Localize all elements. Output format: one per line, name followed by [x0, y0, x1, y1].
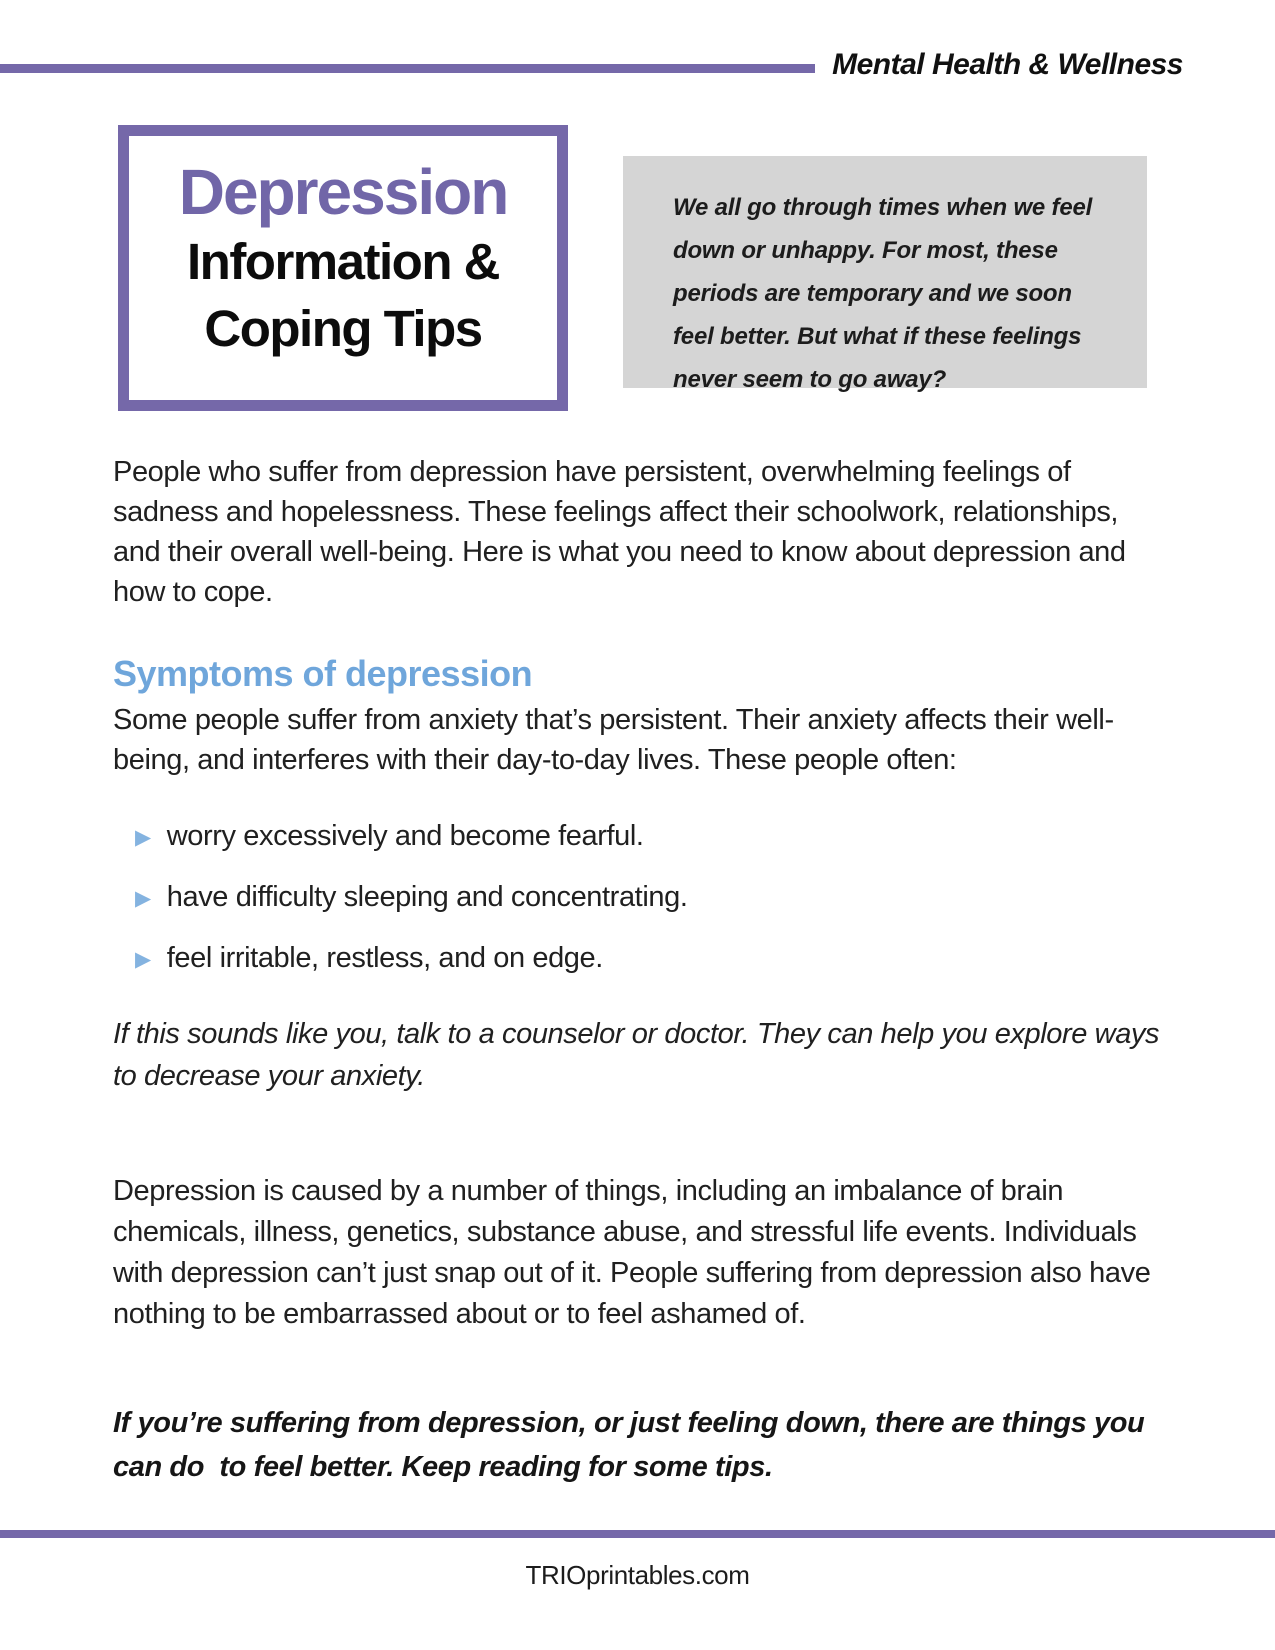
section-heading-symptoms: Symptoms of depression	[113, 653, 533, 694]
triangle-bullet-icon: ▶	[135, 887, 151, 910]
list-item	[135, 816, 1161, 859]
title-box	[118, 125, 568, 411]
main-content	[113, 452, 1161, 1489]
header-rule	[0, 64, 815, 73]
triangle-bullet-icon: ▶	[135, 826, 151, 849]
paragraph-closing-bold-italic: If you’re suffering from depression, or just feeling down, there are things you can do to feel better. Keep reading for some tips.	[113, 1407, 1160, 1483]
list-item	[135, 877, 1161, 920]
symptom-list	[135, 816, 1161, 981]
paragraph-advice-italic: If this sounds like you, talk to a counselor or doctor. They can help you explore ways to decrease your anxiety.	[113, 1018, 1160, 1092]
title-depression: Depression	[178, 156, 508, 228]
title-information: Information &	[187, 233, 499, 290]
title-coping-tips: Coping Tips	[204, 300, 482, 357]
paragraph-causes: Depression is caused by a number of things, including an imbalance of brain chemicals, illness, genetics, substance abuse, and stressful life events. Individuals with depression can’t just snap out of it. People suffering from depression also have nothing to be embarrassed about or to feel ashamed of.	[113, 1175, 1151, 1330]
list-item-text: feel irritable, restless, and on edge.	[166, 942, 603, 974]
paragraph-symptoms-intro: Some people suffer from anxiety that’s persistent. Their anxiety affects their well-being, and interferes with their day-to-day lives. These people often:	[113, 704, 1114, 776]
paragraph-overview: People who suffer from depression have persistent, overwhelming feelings of sadness and hopelessness. These feelings affect their schoolwork, relationships, and their overall well-being. Here is what you need to know about depression and how to cope.	[113, 456, 1126, 608]
intro-callout-box	[623, 156, 1147, 393]
triangle-bullet-icon: ▶	[135, 948, 151, 971]
footer-rule	[0, 1530, 1275, 1538]
footer-site-label: TRIOprintables.com	[525, 1560, 750, 1590]
header-category-label: Mental Health & Wellness	[832, 48, 1183, 81]
list-item-text: worry excessively and become fearful.	[166, 820, 644, 852]
list-item	[135, 938, 1161, 981]
list-item-text: have difficulty sleeping and concentrating.	[166, 881, 688, 913]
intro-callout-text: We all go through times when we feel down or unhappy. For most, these periods are temporary and we soon feel better. But what if these feelings never seem to go away?	[673, 194, 1093, 393]
